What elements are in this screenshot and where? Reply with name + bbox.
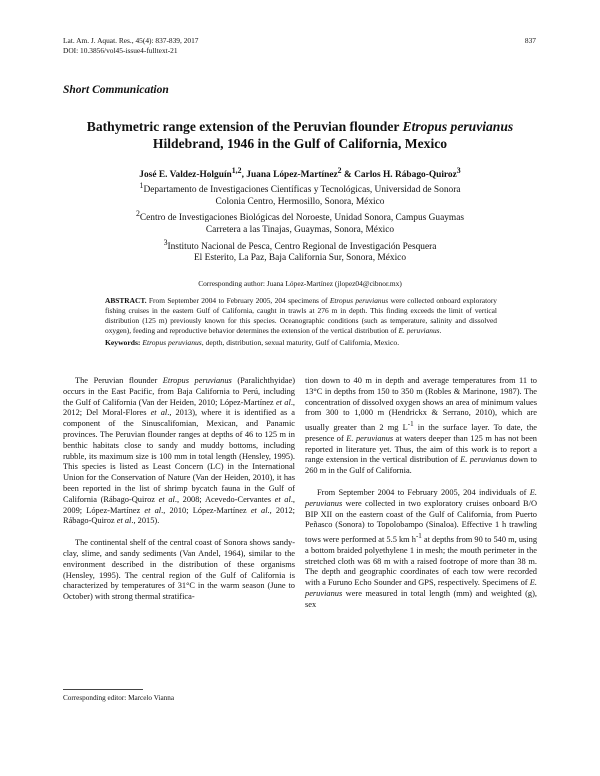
paragraph: The Peruvian flounder Etropus peruvianus (Paralichthyidae) occurs in the East Pacific, from Baja California to Perú, including the Gulf of California (Van der Heiden, 2010; López-Martínez et al., 2012; Del Moral-Flores et al., 2013), where it is identified as a component of the Sinuscalifomian, Mexican, and Panamic provinces. The Peruvian flounder ranges at depths of 46 to 125 m in benthic habitats close to sandy and muddy bottoms, including rubble, its maximum size is 100 mm in total length (Hensley, 1995). This species is listed as Least Concern (LC) in the International Union for the Conservation of Nature (Van der Heiden, 2010), it has been reported in the list of shrimp bycatch fauna in the Gulf of California (Rábago-Quiroz et al., 2008; Acevedo-Cervantes et al., 2009; López-Martínez et al., 2010; López-Martínez et al., 2012; Rábago-Quiroz et al., 2015). — [63, 376, 296, 526]
author-2-affil: 2 — [337, 166, 342, 175]
keywords-label: Keywords: — [105, 338, 141, 347]
body-column-left — [63, 376, 295, 603]
article-title — [60, 118, 540, 152]
author-list: José E. Valdez-Holguín$^{1,2}$, Juana López-Martínez$^2$ & Carlos H. Rábago-Quiroz$^3$ — [139, 166, 461, 181]
abstract: ABSTRACT. From September 2004 to February 2005, 204 specimens of Etropus peruvianus were collected onboard exploratory fishing cruises in the eastern Gulf of California, caught in trawls at 276 m in depth. This finding exceeds the limit of vertical distribution (125 m) previously known for this species. Oceanographic conditions (such as temperature, salinity and dissolved oxygen), feeding and reproductive behavior determines the extension of the vertical distribution of E. peruvianus. — [105, 296, 497, 335]
page-number: 837 — [524, 36, 536, 45]
author-1-affil: 1,2 — [231, 166, 242, 175]
running-header — [63, 36, 198, 55]
affiliation-1: $^1$Departamento de Investigaciones Científicas y Tecnológicas, Universidad de Sonora — [139, 181, 461, 196]
paragraph: The continental shelf of the central coast of Sonora shows sandy-clay, slime, and sandy sediments (Van Andel, 1964), similar to the environment described in the distribution of these organisms (Hensley, 1995). The central region of the Gulf of California is characterized by temperatures of 31°C in the warm season (June to October) with strong thermal stratifica- — [63, 538, 295, 602]
section-label: Short Communication — [63, 84, 169, 96]
author-3: Carlos H. Rábago-Quiroz — [354, 170, 457, 181]
title-text: Bathymetric range extension of the Peruvian flounder — [86, 119, 403, 134]
affiliations — [60, 180, 540, 265]
title-species: Etropus peruvianus — [402, 119, 514, 134]
footnote: Corresponding editor: Marcelo Vianna — [63, 694, 175, 702]
author-3-affil: 3 — [456, 166, 461, 175]
journal-citation: Lat. Am. J. Aquat. Res., 45(4): 837-839, 2017 — [63, 36, 199, 45]
doi: DOI: 10.3856/vol45-issue4-fulltext-21 — [63, 45, 178, 55]
affiliation-2-address: Carretera a las Tinajas, Guaymas, Sonora, México — [205, 225, 395, 236]
footnote-rule — [63, 689, 143, 690]
affiliation-2: $^2$Centro de Investigaciones Biológicas del Noroeste, Unidad Sonora, Campus Guaymas — [135, 209, 465, 224]
body-column-right — [305, 376, 537, 611]
keywords: Keywords: Etropus peruvianus, depth, distribution, sexual maturity, Gulf of California, Mexico. — [105, 338, 400, 347]
affiliation-3-address: El Esterito, La Paz, Baja California Sur, Sonora, México — [193, 253, 407, 264]
affiliation-3: $^3$Instituto Nacional de Pesca, Centro Regional de Investigación Pesquera — [163, 237, 437, 252]
author-2: Juana López-Martínez — [246, 170, 338, 181]
abstract-label: ABSTRACT. — [105, 296, 147, 305]
paragraph: From September 2004 to February 2005, 204 individuals of E. peruvianus were collected in two exploratory cruises onboard B/O BIP XII on the eastern coast of the Gulf of California, from Puerto Peñasco (Sonora) to Topolobampo (Sinaloa). Effective 1 h trawling tows were performed at 5.5 km $h^{-1}$ at depths from 90 to 540 m, using a bottom braided polyethylene 1 in mesh; the mouth perimeter in the stretched cloth was 68 m with a raised footrope of more than 38 m. The depth and geographic coordinates of each tow were recorded with a Furuno Echo Sounder and GPS, respectively. Specimens of E. peruvianus were measured in total length (mm) and weighted (g), sex — [305, 487, 538, 609]
paragraph: tion down to 40 m in depth and average temperatures from 11 to 13°C in depths from 150 to 350 m (Robles & Marinone, 1987). The concentration of dissolved oxygen shows an area of minimum values from 300 to 1,000 m (Hendrickx & Serrano, 2010), which are usually greater than 2 mg $L^{-1}$ in the surface layer. To date, the presence of E. peruvianus at waters deeper than 125 m has not been reported in literature yet. Thus, the aim of this work is to report a range extension in the vertical distribution of E. peruvianus down to 260 m in the Gulf of California. — [305, 376, 537, 476]
title-text-line2: Hildebrand, 1946 in the Gulf of California, Mexico — [152, 136, 448, 151]
corresponding-author: Corresponding author: Juana López-Martínez (jlopez04@cibnor.mx) — [198, 279, 402, 288]
affiliation-1-address: Colonia Centro, Hermosillo, Sonora, México — [215, 196, 385, 207]
author-1: José E. Valdez-Holguín — [139, 170, 232, 181]
